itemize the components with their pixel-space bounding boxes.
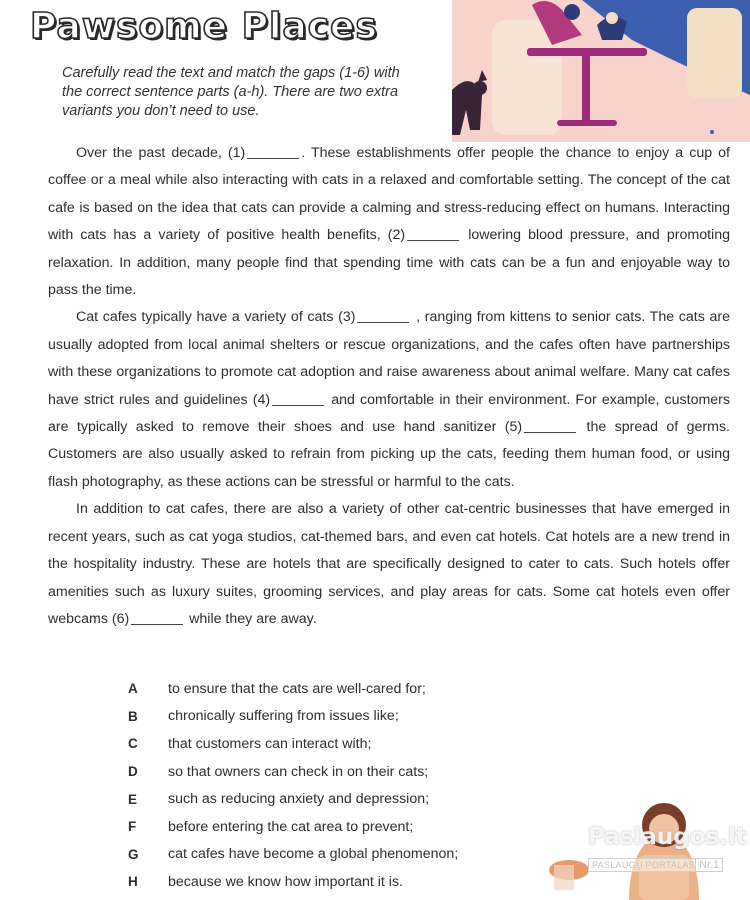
paragraph-3: In addition to cat cafes, there are also a variety of other cat-centric businesses that have emerged in recent years, such as cat yoga studios, cat-themed bars, and even cat hotels. Cat hotels are a new trend in the hospitality industry. These are hotels that are specifically designed to cater to cats. Such hotels offer amenities such as luxury suites, grooming services, and play areas for cats. Some cat hotels even offer webcams (6) while they are away. (48, 501, 730, 627)
option-f: F before entering the cat area to prevent; (128, 818, 414, 835)
watermark-nr: Nr.1 (695, 858, 723, 872)
option-h: H because we know how important it is. (128, 873, 403, 890)
paragraph-1: Over the past decade, (1) . These establishments offer people the chance to enjoy a cup of coffee or a meal while also interacting with cats in a relaxed and comfortable setting. The concept of the cat cafe is based on the idea that cats can provide a calming and stress-reducing effect on humans. Interacting with cats has a variety of positive health benefits, (2) lowering blood pressure, and promoting relaxation. In addition, many people find that spending time with cats can be a fun and enjoyable way to pass the time. (48, 145, 730, 299)
option-b: B chronically suffering from issues like; (128, 708, 399, 725)
option-a: A to ensure that the cats are well-cared for; (128, 680, 426, 697)
reading-text (48, 140, 730, 633)
gap-6 (131, 609, 183, 625)
option-e: E such as reducing anxiety and depression; (128, 791, 430, 808)
paragraph-2: Cat cafes typically have a variety of cats (3) , ranging from kittens to senior cats. The cats are usually adopted from local animal shelters or rescue organizations, and the cafes often have partnerships with these organizations to promote cat adoption and raise awareness about animal welfare. Many cat cafes have strict rules and guidelines (4) and comfortable in their environment. For example, customers are typically asked to remove their shoes and use hand sanitizer (5) the spread of germs. Customers are also usually asked to refrain from picking up the cats, feeding them human food, or using flash photography, as these actions can be stressful or harmful to the cats. (48, 309, 731, 490)
watermark-brand: Paslaugos.lt (588, 824, 747, 850)
gap-1 (247, 143, 299, 159)
page-title: Pawsome Places (30, 6, 378, 47)
answer-options (122, 675, 582, 896)
option-g: G cat cafes have become a global phenomenon; (128, 846, 459, 863)
watermark-subtitle: PASLAUGŲ PORTALAS (588, 858, 699, 872)
cat-cafe-illustration (432, 0, 750, 142)
gap-2 (407, 225, 459, 241)
gap-4 (272, 390, 324, 406)
option-d: D so that owners can check in on their cats; (128, 763, 429, 780)
gap-5 (524, 417, 576, 433)
gap-3 (357, 307, 409, 323)
option-c: C that customers can interact with; (128, 735, 372, 752)
task-instructions: Carefully read the text and match the gaps (1-6) with the correct sentence parts (a-h). There are two extra variants you don’t need to use. (62, 65, 400, 119)
